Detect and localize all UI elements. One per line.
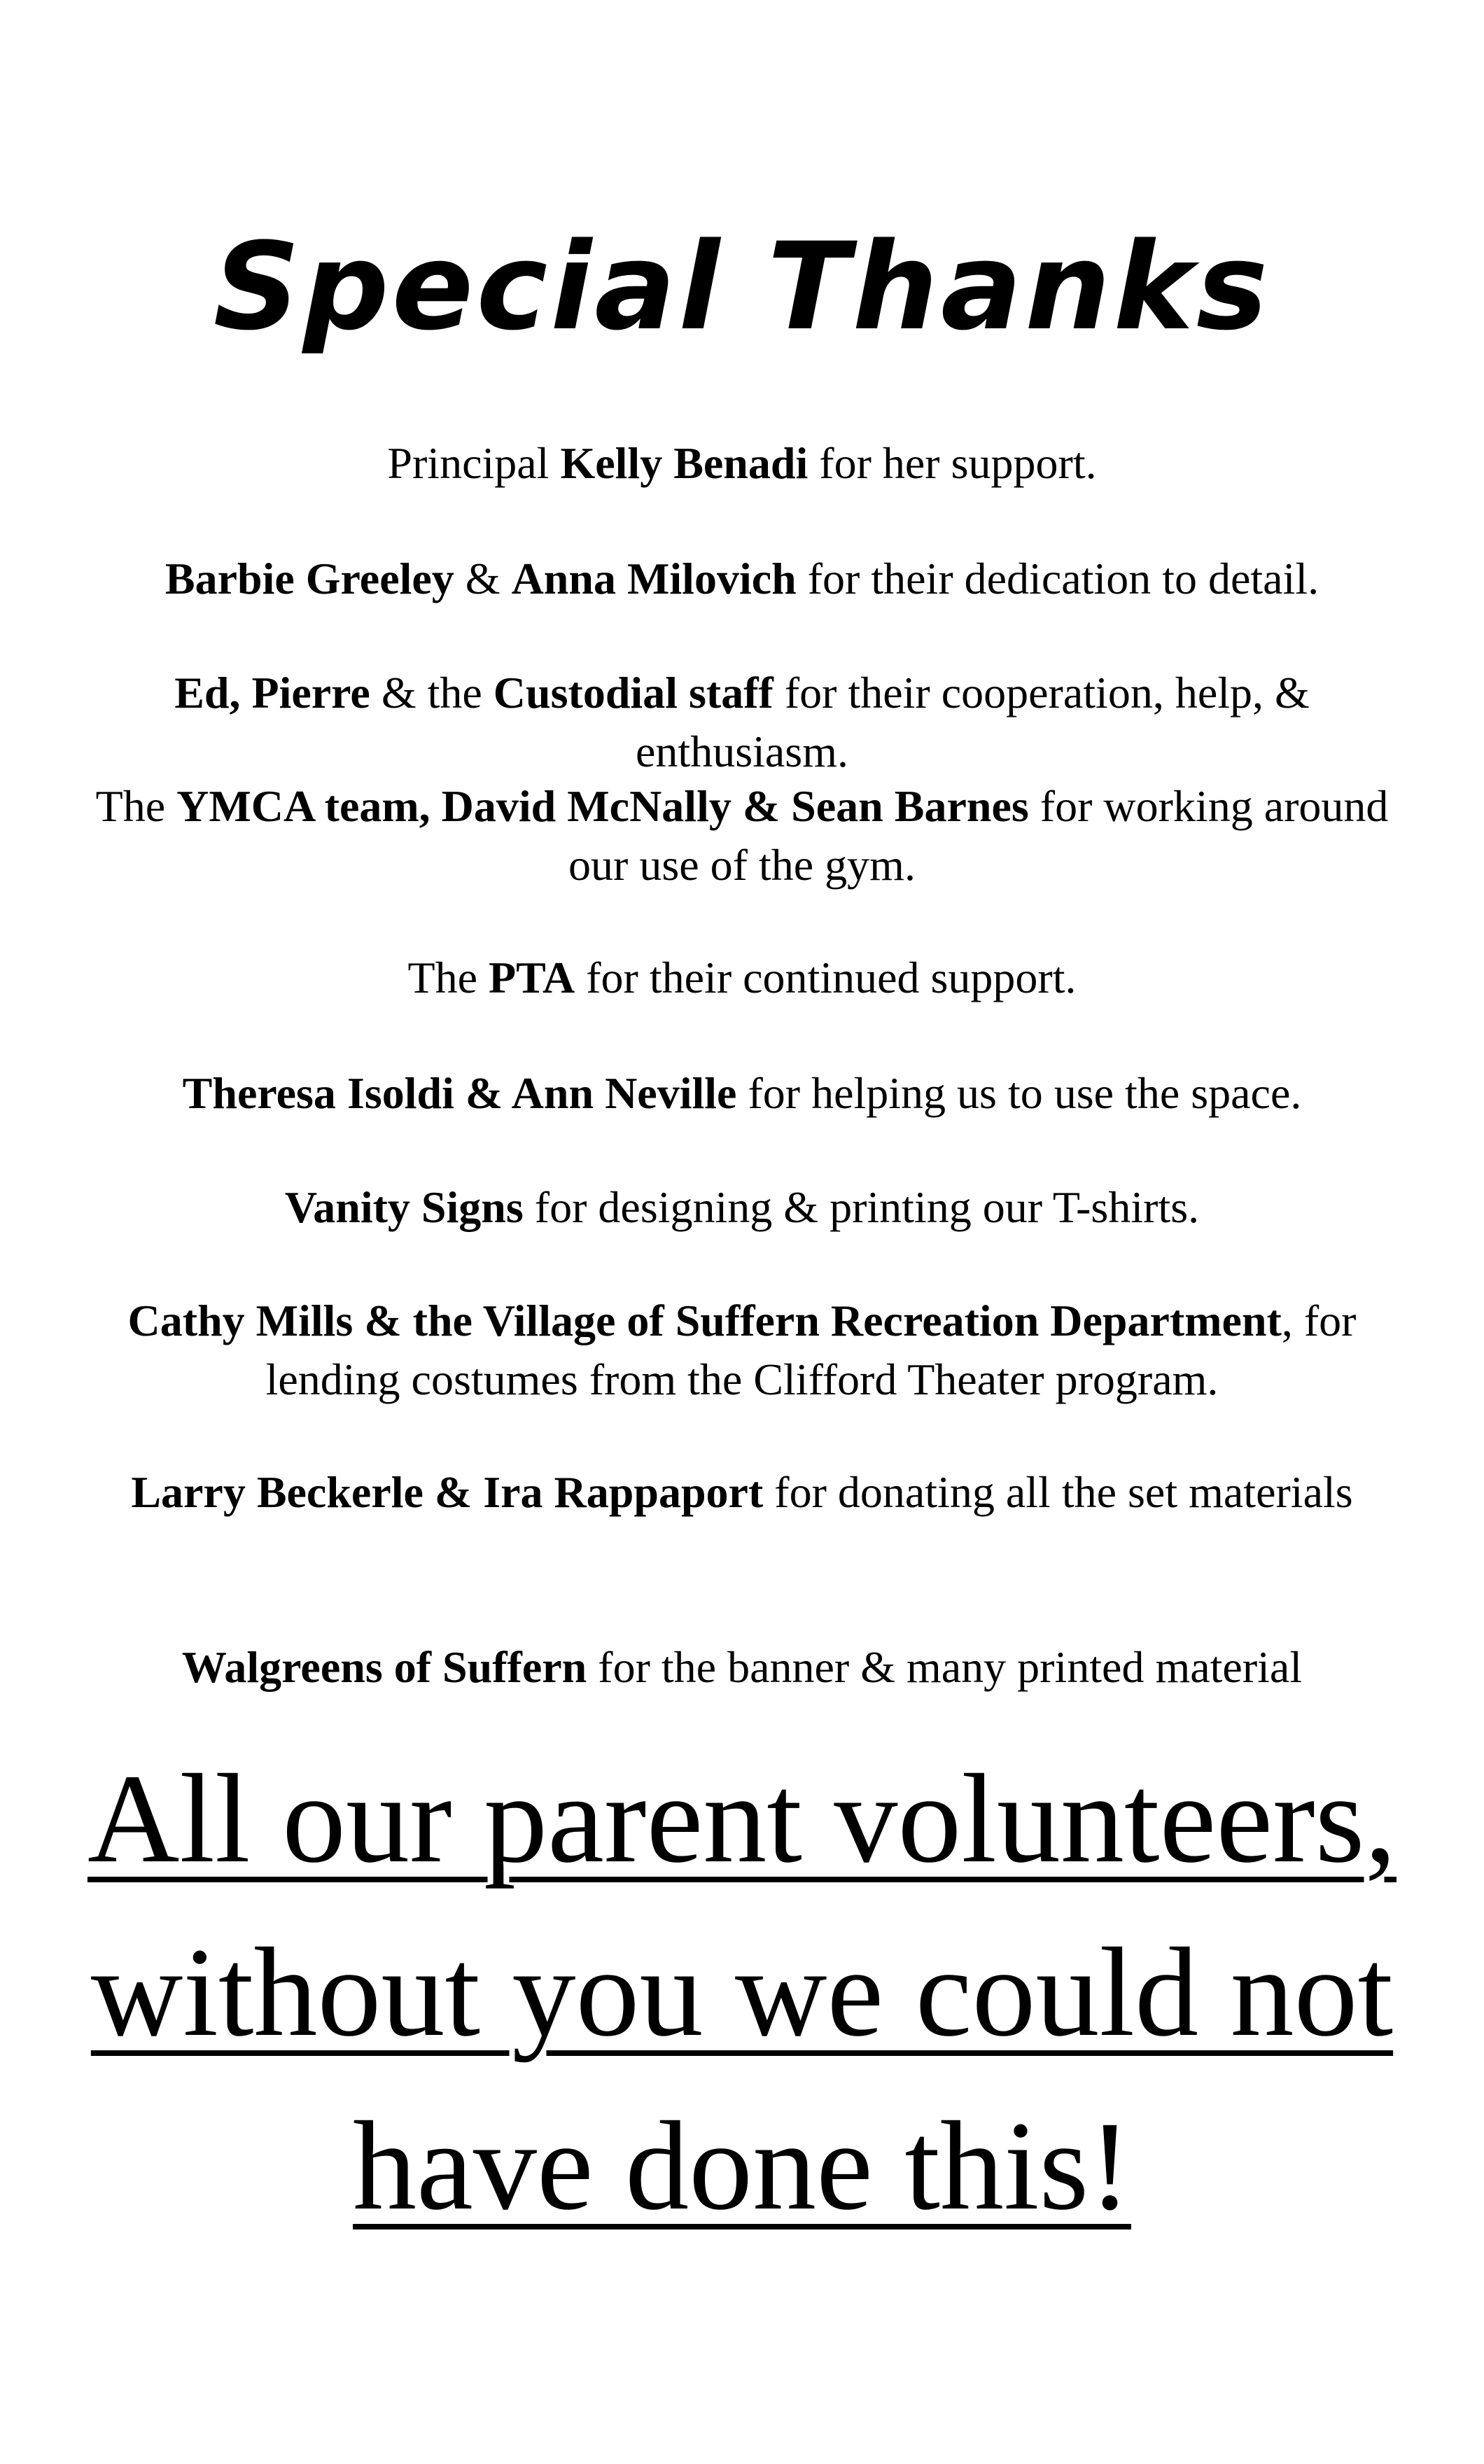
honoree-name: Larry Beckerle & Ira Rappaport xyxy=(131,1467,764,1517)
entry-text: for the banner & many printed material xyxy=(587,1642,1303,1692)
entry-text: for their dedication to detail. xyxy=(796,554,1320,603)
honoree-name: Ed, Pierre xyxy=(174,668,370,718)
entry-text: for their cooperation, help, & enthusiasm. xyxy=(636,668,1310,776)
acknowledgement-entry xyxy=(84,664,1400,781)
acknowledgement-entry xyxy=(84,948,1400,1007)
acknowledgement-entry xyxy=(84,1292,1400,1409)
entry-text: & the xyxy=(370,668,493,718)
honoree-name: Barbie Greeley xyxy=(164,554,454,603)
entry-text: for helping us to use the space. xyxy=(736,1068,1302,1118)
entry-text: for donating all the set materials xyxy=(763,1467,1353,1517)
honoree-name: Theresa Isoldi & Ann Neville xyxy=(182,1068,737,1118)
entry-text: for their continued support. xyxy=(575,953,1077,1002)
entry-text: for working around our use of the gym. xyxy=(568,781,1389,890)
acknowledgement-entry xyxy=(84,434,1400,493)
honoree-name: PTA xyxy=(488,953,575,1002)
acknowledgement-entry xyxy=(84,1178,1400,1237)
honoree-name: Kelly Benadi xyxy=(560,438,808,488)
acknowledgement-entry xyxy=(84,550,1400,608)
honoree-name: Vanity Signs xyxy=(284,1182,524,1232)
entry-text: Principal xyxy=(387,438,561,488)
closing-message: All our parent volunteers, without you we could not have done this! xyxy=(87,1749,1397,2236)
honoree-name: YMCA team, David McNally & Sean Barnes xyxy=(176,781,1029,831)
entry-text: The xyxy=(95,781,177,831)
page-title: Special Thanks xyxy=(213,216,1271,357)
entry-text: & xyxy=(454,554,512,603)
entry-text: , for lending costumes from the Clifford Theater program. xyxy=(265,1296,1357,1404)
acknowledgement-entry xyxy=(84,1638,1400,1697)
honoree-name: Walgreens of Suffern xyxy=(181,1642,587,1692)
acknowledgement-entry xyxy=(84,1463,1400,1522)
honoree-name: Cathy Mills & the Village of Suffern Recreation Department xyxy=(127,1296,1282,1345)
acknowledgement-entry xyxy=(84,777,1400,895)
entry-text: for designing & printing our T-shirts. xyxy=(523,1182,1200,1232)
entry-text: for her support. xyxy=(808,438,1097,488)
acknowledgement-entry xyxy=(84,1064,1400,1123)
honoree-name: Anna Milovich xyxy=(511,554,797,603)
entry-text: The xyxy=(407,953,489,1002)
honoree-name: Custodial staff xyxy=(493,668,774,718)
